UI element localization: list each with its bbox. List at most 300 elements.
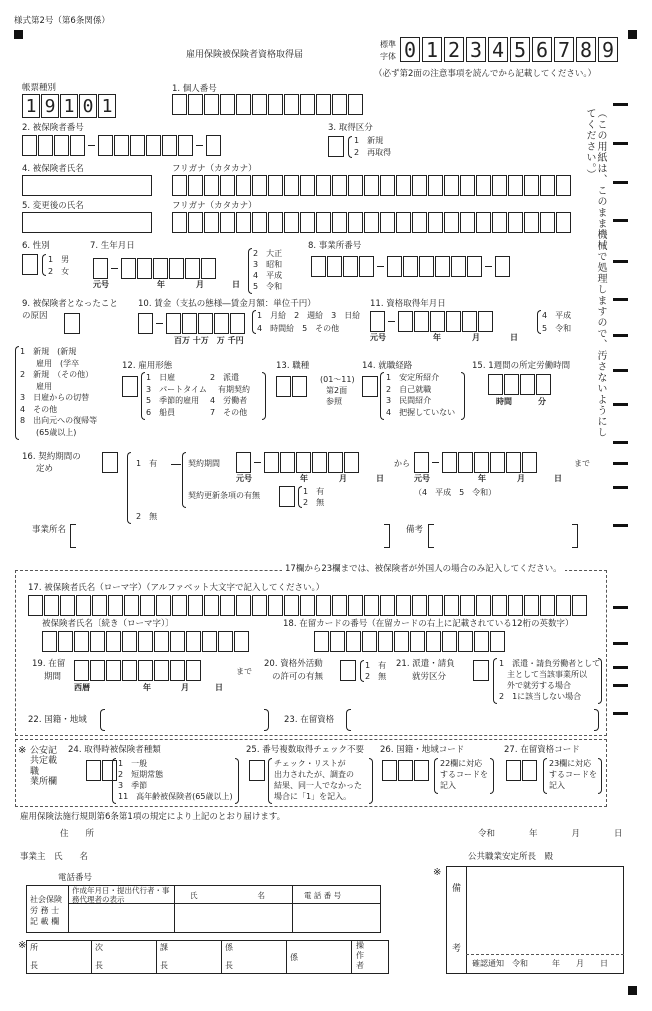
input-cell[interactable] xyxy=(316,595,331,616)
option-text: 2 派遣 xyxy=(210,373,240,382)
input-cell[interactable] xyxy=(170,631,185,652)
input-cell[interactable] xyxy=(201,258,216,279)
option-text: 1 派遣・請負労働者として xyxy=(499,659,601,668)
input-cell[interactable] xyxy=(492,212,507,233)
standard-digit: 7 xyxy=(554,37,574,62)
input-cell[interactable] xyxy=(220,175,235,196)
form-type-digit: 1 xyxy=(60,94,78,118)
field-8-label: 8. 事業所番号 xyxy=(308,241,362,251)
input-cell[interactable] xyxy=(172,595,187,616)
field-2-label: 2. 被保険者番号 xyxy=(22,123,84,133)
input-cell[interactable] xyxy=(252,212,267,233)
input-cell[interactable] xyxy=(204,595,219,616)
input-cell[interactable] xyxy=(202,631,217,652)
input-cell[interactable] xyxy=(508,212,523,233)
input-cell[interactable] xyxy=(462,311,477,332)
input-cell[interactable] xyxy=(178,135,193,156)
input-cell[interactable] xyxy=(540,175,555,196)
input-cell[interactable] xyxy=(460,175,475,196)
input-cell[interactable] xyxy=(476,212,491,233)
input-cell[interactable] xyxy=(172,175,187,196)
input-cell[interactable] xyxy=(70,135,85,156)
sh-col3: 電 話 番 号 xyxy=(304,891,342,900)
input-cell[interactable] xyxy=(346,631,361,652)
input-cell[interactable] xyxy=(458,452,473,473)
bracket xyxy=(543,758,547,794)
input-cell[interactable] xyxy=(236,212,251,233)
input-cell[interactable] xyxy=(252,175,267,196)
bracket xyxy=(598,758,602,794)
input-cell[interactable] xyxy=(276,376,291,397)
input-cell[interactable] xyxy=(332,595,347,616)
wage-type-input[interactable] xyxy=(138,313,166,334)
input-cell[interactable] xyxy=(536,374,551,395)
input-cell[interactable] xyxy=(556,212,571,233)
timing-mark xyxy=(613,642,628,645)
option-text: 3 パートタイム xyxy=(146,384,207,394)
input-cell[interactable] xyxy=(556,175,571,196)
standard-label-1: 標準 xyxy=(380,40,396,49)
remarks-label: 備考 xyxy=(406,525,424,535)
v-line xyxy=(351,940,352,974)
input-cell[interactable] xyxy=(188,212,203,233)
romaji-name-cont-input[interactable] xyxy=(42,631,250,652)
input-cell[interactable] xyxy=(188,94,203,115)
input-cell[interactable] xyxy=(490,631,505,652)
input-cell[interactable] xyxy=(474,452,489,473)
input-cell[interactable] xyxy=(348,595,363,616)
sh-col1: 作成年月日・提出代行者・事務代理者の表示 xyxy=(72,886,170,904)
input-cell[interactable] xyxy=(444,212,459,233)
input-cell[interactable] xyxy=(508,175,523,196)
input-cell[interactable] xyxy=(284,94,299,115)
input-cell[interactable] xyxy=(138,660,153,681)
input-cell[interactable] xyxy=(364,175,379,196)
permission-input[interactable] xyxy=(340,660,356,681)
input-cell[interactable] xyxy=(28,595,43,616)
input-cell[interactable] xyxy=(540,212,555,233)
input-cell[interactable] xyxy=(252,94,267,115)
input-cell[interactable] xyxy=(218,631,233,652)
residence-status-input[interactable] xyxy=(346,709,351,731)
input-cell[interactable] xyxy=(74,631,89,652)
input-cell[interactable] xyxy=(296,452,311,473)
romaji-name-input[interactable] xyxy=(28,595,588,616)
input-cell[interactable] xyxy=(236,595,251,616)
renewal-clause-input[interactable] xyxy=(279,486,295,507)
input-cell[interactable] xyxy=(348,212,363,233)
wage-amount-input[interactable] xyxy=(166,313,246,334)
residence-card-input[interactable] xyxy=(314,631,506,652)
side-note: （この用紙は、このまま機械で処理しますので、汚さないようにしてください。） xyxy=(584,108,606,438)
stay-period-input[interactable] xyxy=(74,660,202,681)
input-cell[interactable] xyxy=(172,94,187,115)
input-cell[interactable] xyxy=(504,374,519,395)
input-cell[interactable] xyxy=(488,374,503,395)
field-4-label: 4. 被保険者氏名 xyxy=(22,164,84,174)
input-cell[interactable] xyxy=(522,760,537,781)
field-7-label: 7. 生年月日 xyxy=(90,241,135,251)
input-cell[interactable] xyxy=(38,135,53,156)
input-cell[interactable] xyxy=(316,94,331,115)
input-cell[interactable] xyxy=(98,135,113,156)
standard-digit: 9 xyxy=(598,37,618,62)
input-cell[interactable] xyxy=(206,135,221,156)
input-cell[interactable] xyxy=(428,175,443,196)
field-3-label: 3. 取得区分 xyxy=(328,123,373,133)
input-cell[interactable] xyxy=(300,175,315,196)
contract-end-input[interactable] xyxy=(414,452,538,473)
input-cell[interactable] xyxy=(396,595,411,616)
input-cell[interactable] xyxy=(121,258,136,279)
input-cell[interactable] xyxy=(220,212,235,233)
gender-input[interactable] xyxy=(22,254,38,275)
input-cell[interactable] xyxy=(344,452,359,473)
input-cell[interactable] xyxy=(414,760,429,781)
input-cell[interactable] xyxy=(330,631,345,652)
input-cell[interactable] xyxy=(403,256,418,277)
input-cell[interactable] xyxy=(332,94,347,115)
input-cell[interactable] xyxy=(444,175,459,196)
input-cell[interactable] xyxy=(198,313,213,334)
input-cell[interactable] xyxy=(348,175,363,196)
input-cell[interactable] xyxy=(93,258,108,279)
input-cell[interactable] xyxy=(412,212,427,233)
field-16-label-1: 16. 契約期間の xyxy=(22,452,81,462)
acquisition-date-input[interactable] xyxy=(370,311,494,332)
input-cell[interactable] xyxy=(172,212,187,233)
residence-code-input[interactable] xyxy=(506,760,538,781)
input-cell[interactable] xyxy=(414,311,429,332)
remarks-input[interactable] xyxy=(428,524,434,548)
input-cell[interactable] xyxy=(22,135,37,156)
cause-input[interactable] xyxy=(64,313,80,334)
f7-opt-1: 2 大正 xyxy=(253,249,283,258)
input-cell[interactable] xyxy=(154,631,169,652)
input-cell[interactable] xyxy=(442,631,457,652)
input-cell[interactable] xyxy=(204,212,219,233)
furigana-input-1[interactable] xyxy=(172,175,572,196)
input-cell[interactable] xyxy=(328,452,343,473)
input-cell[interactable] xyxy=(572,595,587,616)
f19-month: 月 xyxy=(181,683,189,692)
acquisition-type-input[interactable] xyxy=(328,136,344,157)
input-cell[interactable] xyxy=(467,256,482,277)
option-text: 2 新規 （その他） xyxy=(20,370,94,379)
input-cell[interactable] xyxy=(214,313,229,334)
input-cell[interactable] xyxy=(524,212,539,233)
input-cell[interactable] xyxy=(300,595,315,616)
input-cell[interactable] xyxy=(394,631,409,652)
input-cell[interactable] xyxy=(264,452,279,473)
form-type-digit: 0 xyxy=(79,94,97,118)
standard-label-2: 字体 xyxy=(380,52,396,61)
input-cell[interactable] xyxy=(359,256,374,277)
input-cell[interactable] xyxy=(166,313,181,334)
f3-opt-2: 2 再取得 xyxy=(354,148,392,157)
input-cell[interactable] xyxy=(478,311,493,332)
f16-renew-label: 契約更新条項の有無 xyxy=(188,491,260,500)
standard-digit: 8 xyxy=(576,37,596,62)
input-cell[interactable] xyxy=(114,135,129,156)
input-cell[interactable] xyxy=(204,94,219,115)
birth-date-input[interactable] xyxy=(93,258,217,279)
changed-name-input[interactable] xyxy=(22,212,152,233)
input-cell[interactable] xyxy=(451,256,466,277)
input-cell[interactable] xyxy=(182,313,197,334)
input-cell[interactable] xyxy=(220,94,235,115)
input-cell[interactable] xyxy=(252,595,267,616)
input-cell[interactable] xyxy=(138,631,153,652)
input-cell[interactable] xyxy=(108,595,123,616)
input-cell[interactable] xyxy=(428,595,443,616)
input-cell[interactable] xyxy=(316,175,331,196)
input-cell[interactable] xyxy=(387,256,402,277)
input-cell[interactable] xyxy=(364,212,379,233)
input-cell[interactable] xyxy=(122,631,137,652)
input-cell[interactable] xyxy=(495,256,510,277)
personal-number-input[interactable] xyxy=(172,94,364,115)
input-cell[interactable] xyxy=(520,374,535,395)
input-cell[interactable] xyxy=(540,595,555,616)
input-cell[interactable] xyxy=(170,660,185,681)
input-cell[interactable] xyxy=(284,595,299,616)
furigana-input-2[interactable] xyxy=(172,212,572,233)
input-cell[interactable] xyxy=(42,631,57,652)
input-cell[interactable] xyxy=(476,595,491,616)
office-number-input[interactable] xyxy=(311,256,511,277)
input-cell[interactable] xyxy=(44,595,59,616)
input-cell[interactable] xyxy=(380,175,395,196)
form-title: 雇用保険被保険者資格取得届 xyxy=(186,50,304,60)
bracket xyxy=(252,310,256,334)
bracket xyxy=(298,486,302,508)
input-cell[interactable] xyxy=(186,660,201,681)
insured-name-input[interactable] xyxy=(22,175,152,196)
sharoushi-label-2: 労 務 士 xyxy=(30,906,60,915)
dispatch-input[interactable] xyxy=(473,660,489,681)
input-cell[interactable] xyxy=(362,631,377,652)
v-line xyxy=(174,885,175,933)
input-cell[interactable] xyxy=(236,175,251,196)
input-cell[interactable] xyxy=(492,175,507,196)
input-cell[interactable] xyxy=(524,175,539,196)
input-cell[interactable] xyxy=(396,212,411,233)
input-cell[interactable] xyxy=(130,135,145,156)
input-cell[interactable] xyxy=(300,94,315,115)
furigana-label-1: フリガナ（カタカナ） xyxy=(172,164,257,174)
input-cell[interactable] xyxy=(154,660,169,681)
employment-type-input[interactable] xyxy=(122,376,138,397)
input-cell[interactable] xyxy=(364,595,379,616)
stamp-label: 長 xyxy=(225,961,233,970)
bikou-mark: ※ xyxy=(433,867,442,878)
f19-era: 西暦 xyxy=(74,683,90,692)
input-cell[interactable] xyxy=(92,595,107,616)
input-cell[interactable] xyxy=(435,256,450,277)
input-cell[interactable] xyxy=(412,595,427,616)
input-cell[interactable] xyxy=(476,175,491,196)
contract-start-input[interactable] xyxy=(236,452,360,473)
input-cell[interactable] xyxy=(284,212,299,233)
option-text: 4 把握していない xyxy=(386,407,456,417)
input-cell[interactable] xyxy=(268,212,283,233)
input-cell[interactable] xyxy=(410,631,425,652)
input-cell[interactable] xyxy=(343,256,358,277)
input-cell[interactable] xyxy=(316,212,331,233)
input-cell[interactable] xyxy=(327,256,342,277)
input-cell[interactable] xyxy=(76,595,91,616)
separator xyxy=(483,256,494,277)
input-cell[interactable] xyxy=(153,258,168,279)
input-cell[interactable] xyxy=(106,660,121,681)
input-cell[interactable] xyxy=(506,452,521,473)
input-cell[interactable] xyxy=(268,595,283,616)
input-cell[interactable] xyxy=(140,595,155,616)
stamp-label: 者 xyxy=(356,961,364,970)
input-cell[interactable] xyxy=(412,175,427,196)
input-cell[interactable] xyxy=(124,595,139,616)
bracket xyxy=(598,658,602,704)
input-cell[interactable] xyxy=(490,452,505,473)
timing-mark xyxy=(613,712,628,715)
field-21-label-2: 就労区分 xyxy=(412,672,447,682)
input-cell[interactable] xyxy=(106,631,121,652)
input-cell[interactable] xyxy=(556,595,571,616)
input-cell[interactable] xyxy=(332,212,347,233)
input-cell[interactable] xyxy=(378,631,393,652)
input-cell[interactable] xyxy=(524,595,539,616)
input-cell[interactable] xyxy=(58,631,73,652)
input-cell[interactable] xyxy=(382,760,397,781)
office-name-input[interactable] xyxy=(70,524,76,548)
weekly-hours-input[interactable] xyxy=(488,374,552,395)
input-cell[interactable] xyxy=(268,175,283,196)
input-cell[interactable] xyxy=(268,94,283,115)
f16-no: 2 無 xyxy=(136,512,158,521)
nationality-input[interactable] xyxy=(100,709,105,731)
input-cell[interactable] xyxy=(188,175,203,196)
input-cell[interactable] xyxy=(234,631,249,652)
f16-year-2: 年 xyxy=(478,474,486,483)
f20-opt-1: 1 有 xyxy=(365,661,387,670)
input-cell[interactable] xyxy=(348,94,363,115)
f13-note-1: (01～11) xyxy=(320,375,355,384)
input-cell[interactable] xyxy=(138,313,153,334)
bracket xyxy=(182,452,186,508)
input-cell[interactable] xyxy=(90,660,105,681)
input-cell[interactable] xyxy=(398,311,413,332)
contract-period-input[interactable] xyxy=(102,452,118,473)
input-cell[interactable] xyxy=(460,595,475,616)
timing-mark xyxy=(613,369,628,372)
input-cell[interactable] xyxy=(446,311,461,332)
input-cell[interactable] xyxy=(162,135,177,156)
input-cell[interactable] xyxy=(398,760,413,781)
input-cell[interactable] xyxy=(442,452,457,473)
input-cell[interactable] xyxy=(236,94,251,115)
input-cell[interactable] xyxy=(122,660,137,681)
input-cell[interactable] xyxy=(74,660,89,681)
bracket xyxy=(235,758,239,804)
input-cell[interactable] xyxy=(169,258,184,279)
input-cell[interactable] xyxy=(506,760,521,781)
input-cell[interactable] xyxy=(492,595,507,616)
input-cell[interactable] xyxy=(380,212,395,233)
bracket xyxy=(112,758,116,804)
input-cell[interactable] xyxy=(426,631,441,652)
input-cell[interactable] xyxy=(508,595,523,616)
nationality-code-input[interactable] xyxy=(382,760,430,781)
input-cell[interactable] xyxy=(204,175,219,196)
duplicate-check-input[interactable] xyxy=(249,760,265,781)
option-text: チェック・リストが xyxy=(274,759,346,768)
input-cell[interactable] xyxy=(54,135,69,156)
option-text: (65歳以上) xyxy=(20,427,77,437)
input-cell[interactable] xyxy=(428,212,443,233)
input-cell[interactable] xyxy=(236,452,251,473)
bracket xyxy=(141,372,145,420)
input-cell[interactable] xyxy=(332,175,347,196)
separator xyxy=(430,452,441,473)
registration-mark-bottom-right xyxy=(628,986,637,995)
v-line xyxy=(68,885,69,933)
input-cell[interactable] xyxy=(60,595,75,616)
input-cell[interactable] xyxy=(280,452,295,473)
input-cell[interactable] xyxy=(185,258,200,279)
input-cell[interactable] xyxy=(156,595,171,616)
input-cell[interactable] xyxy=(430,311,445,332)
input-cell[interactable] xyxy=(370,311,385,332)
input-cell[interactable] xyxy=(311,256,326,277)
standard-digit: 1 xyxy=(422,37,442,62)
input-cell[interactable] xyxy=(312,452,327,473)
input-cell[interactable] xyxy=(284,175,299,196)
input-cell[interactable] xyxy=(220,595,235,616)
input-cell[interactable] xyxy=(396,175,411,196)
field-9-label-1: 9. 被保険者となったこと xyxy=(22,299,118,309)
option-text: 4 労働者 xyxy=(210,396,248,405)
input-cell[interactable] xyxy=(137,258,152,279)
input-cell[interactable] xyxy=(90,631,105,652)
input-cell[interactable] xyxy=(188,595,203,616)
bracket xyxy=(369,758,373,804)
insured-number-input[interactable] xyxy=(22,135,222,156)
furigana-label-2: フリガナ（カタカナ） xyxy=(172,201,257,211)
input-cell[interactable] xyxy=(146,135,161,156)
input-cell[interactable] xyxy=(186,631,201,652)
f7-era: 元号 xyxy=(93,280,109,289)
input-cell[interactable] xyxy=(460,212,475,233)
employment-route-input[interactable] xyxy=(362,376,378,397)
input-cell[interactable] xyxy=(380,595,395,616)
separator xyxy=(86,135,97,156)
input-cell[interactable] xyxy=(458,631,473,652)
input-cell[interactable] xyxy=(300,212,315,233)
input-cell[interactable] xyxy=(474,631,489,652)
field-19-label-2: 期間 xyxy=(44,672,62,682)
field-19-label-1: 19. 在留 xyxy=(32,659,66,669)
input-cell[interactable] xyxy=(230,313,245,334)
input-cell[interactable] xyxy=(86,760,101,781)
input-cell[interactable] xyxy=(444,595,459,616)
input-cell[interactable] xyxy=(414,452,429,473)
input-cell[interactable] xyxy=(314,631,329,652)
input-cell[interactable] xyxy=(292,376,307,397)
input-cell[interactable] xyxy=(522,452,537,473)
input-cell[interactable] xyxy=(419,256,434,277)
occupation-input[interactable] xyxy=(276,376,308,397)
